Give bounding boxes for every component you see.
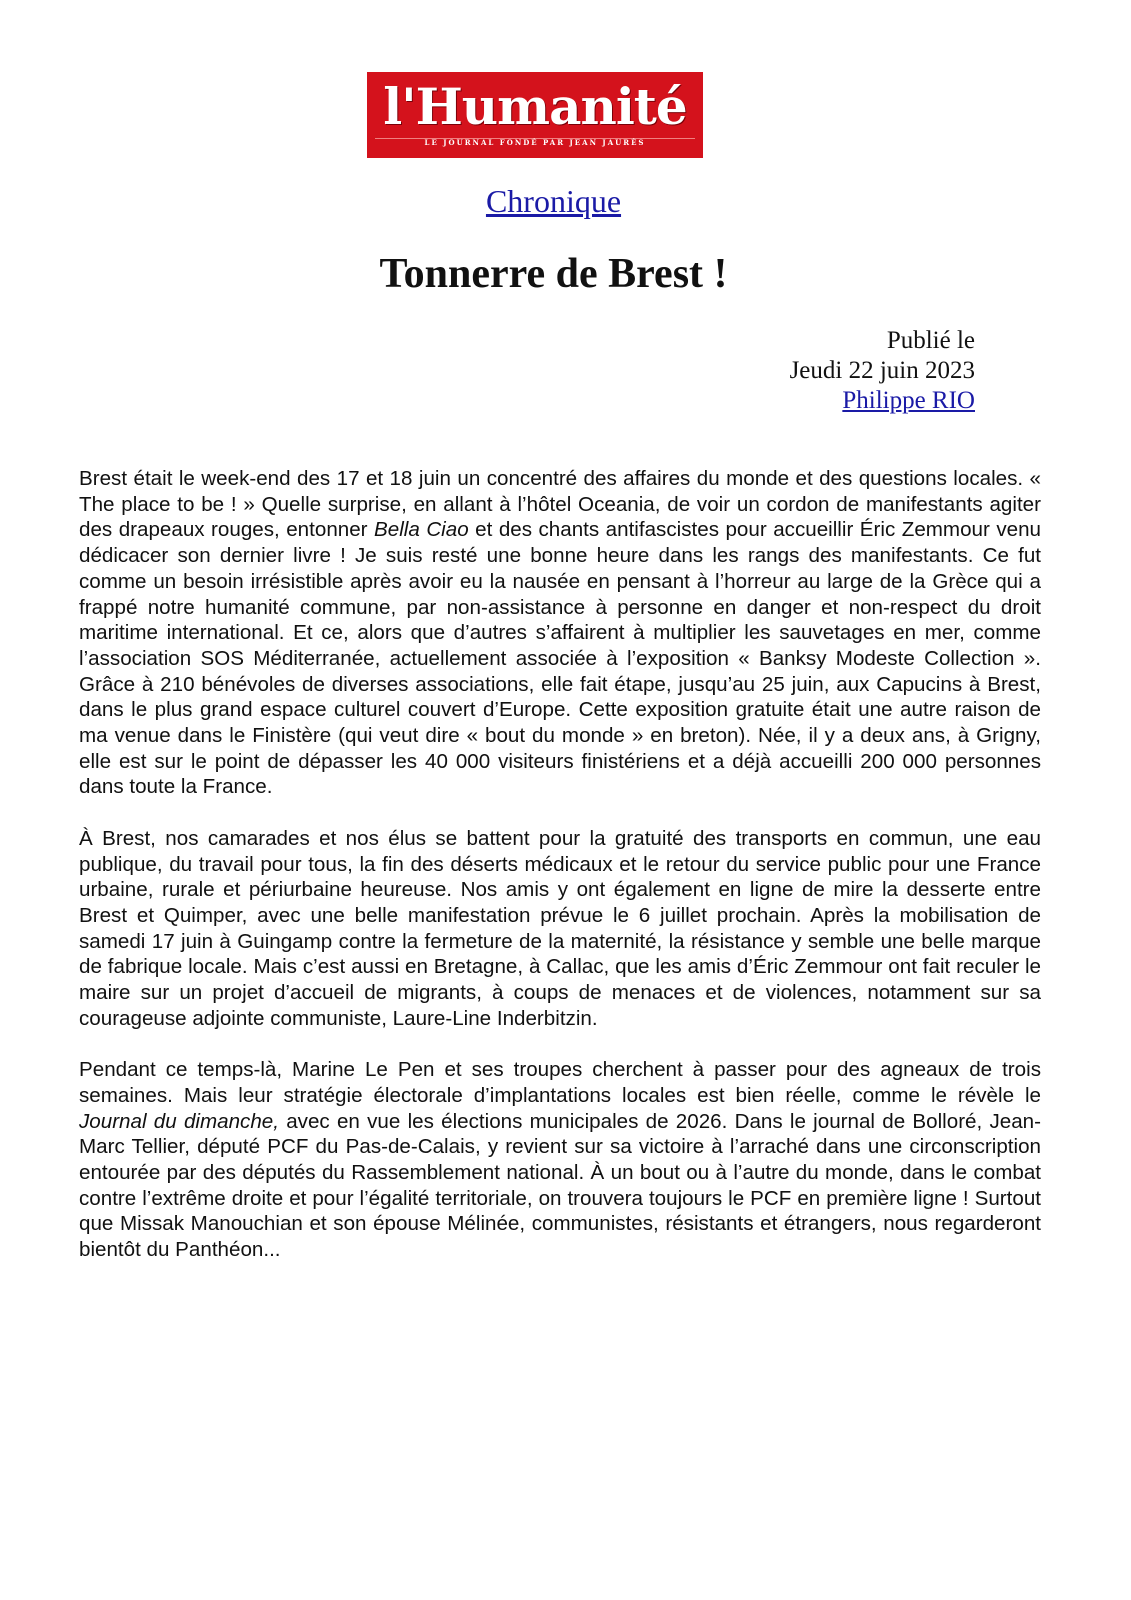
article-paragraph bbox=[79, 466, 1041, 800]
publish-date: Jeudi 22 juin 2023 bbox=[789, 357, 975, 384]
article-paragraph bbox=[79, 826, 1041, 1032]
section-link-chronique[interactable]: Chronique bbox=[485, 183, 622, 219]
article-paragraph bbox=[79, 1057, 1041, 1263]
paragraph-text: À Brest, nos camarades et nos élus se battent pour la gratuité des transports en commun, une eau publique, du travail pour tous, la fin des déserts médicaux et le retour du service public pour une France urbaine, rurale et périurbaine heureuse. Nos amis y ont également en ligne de mire la desserte entre Brest et Quimper, avec une belle manifestation prévue le 6 juillet prochain. Après la mobilisation de samedi 17 juin à Guingamp contre la fermeture de la maternité, la résistance y semble une belle marque de fabrique locale. Mais c’est aussi en Bretagne, à Callac, que les amis d’Éric Zemmour ont fait reculer le maire sur un projet d’accueil de migrants, à coups de menaces et de violences, notamment sur sa courageuse adjointe communiste, Laure-Line Inderbitzin. bbox=[79, 826, 1041, 1030]
newspaper-logo[interactable] bbox=[367, 72, 703, 158]
newspaper-title: Journal du dimanche, bbox=[79, 1109, 279, 1133]
logo-tagline: LE JOURNAL FONDÉ PAR JEAN JAURÈS bbox=[424, 138, 646, 147]
song-title: Bella Ciao bbox=[374, 518, 469, 542]
article-meta bbox=[790, 326, 975, 416]
logo-wordmark: l'Humanité bbox=[383, 77, 687, 136]
author-link[interactable]: Philippe RIO bbox=[842, 387, 975, 414]
paragraph-text: avec en vue les élections municipales de 2026. Dans le journal de Bolloré, Jean-Marc Tellier, député PCF du Pas-de-Calais, y revient sur sa victoire à l’arraché dans une circonscription entourée par des députés du Rassemblement national. À un bout ou à l’autre du monde, dans le combat contre l’extrême droite et pour l’égalité territoriale, on trouvera toujours le PCF en première ligne ! Surtout que Missak Manouchian et son épouse Mélinée, communistes, résistants et étrangers, nous regarderont bientôt du Panthéon... bbox=[79, 1109, 1041, 1262]
paragraph-text: et des chants antifascistes pour accueillir Éric Zemmour venu dédicacer son dernier livre ! Je suis resté une bonne heure dans les rangs des manifestants. Ce fut comme un besoin irrésistible après avoir eu la nausée en pensant à l’horreur au large de la Grèce qui a frappé notre humanité commune, par non-assistance à personne en danger et non-respect du droit maritime international. Et ce, alors que d’autres s’affairent à multiplier les sauvetages en mer, comme l’association SOS Méditerranée, actuellement associée à l’exposition « Banksy Modeste Collection ». Grâce à 210 bénévoles de diverses associations, elle fait étape, jusqu’au 25 juin, aux Capucins à Brest, dans le plus grand espace culturel couvert d’Europe. Cette exposition gratuite était une autre raison de ma venue dans le Finistère (qui veut dire « bout du monde » en breton). Née, il y a deux ans, à Grigny, elle est sur le point de dépasser les 40 000 visiteurs finistériens et a déjà accueilli 200 000 personnes dans toute la France. bbox=[79, 518, 1041, 799]
paragraph-text: Pendant ce temps-là, Marine Le Pen et ses troupes cherchent à passer pour des agneaux de trois semaines. Mais leur stratégie électorale d’implantations locales est bien réelle, comme le révèle le bbox=[79, 1058, 1041, 1107]
article-title: Tonnerre de Brest ! bbox=[379, 251, 728, 297]
article-body bbox=[79, 466, 1041, 1288]
published-label: Publié le bbox=[886, 327, 975, 354]
paragraph-text: Brest était le week-end des 17 et 18 juin un concentré des affaires du monde et des questions locales. « The place to be ! » Quelle surprise, en allant à l’hôtel Oceania, de voir un cordon de manifestants agiter des drapeaux rouges, entonner bbox=[79, 467, 1041, 542]
